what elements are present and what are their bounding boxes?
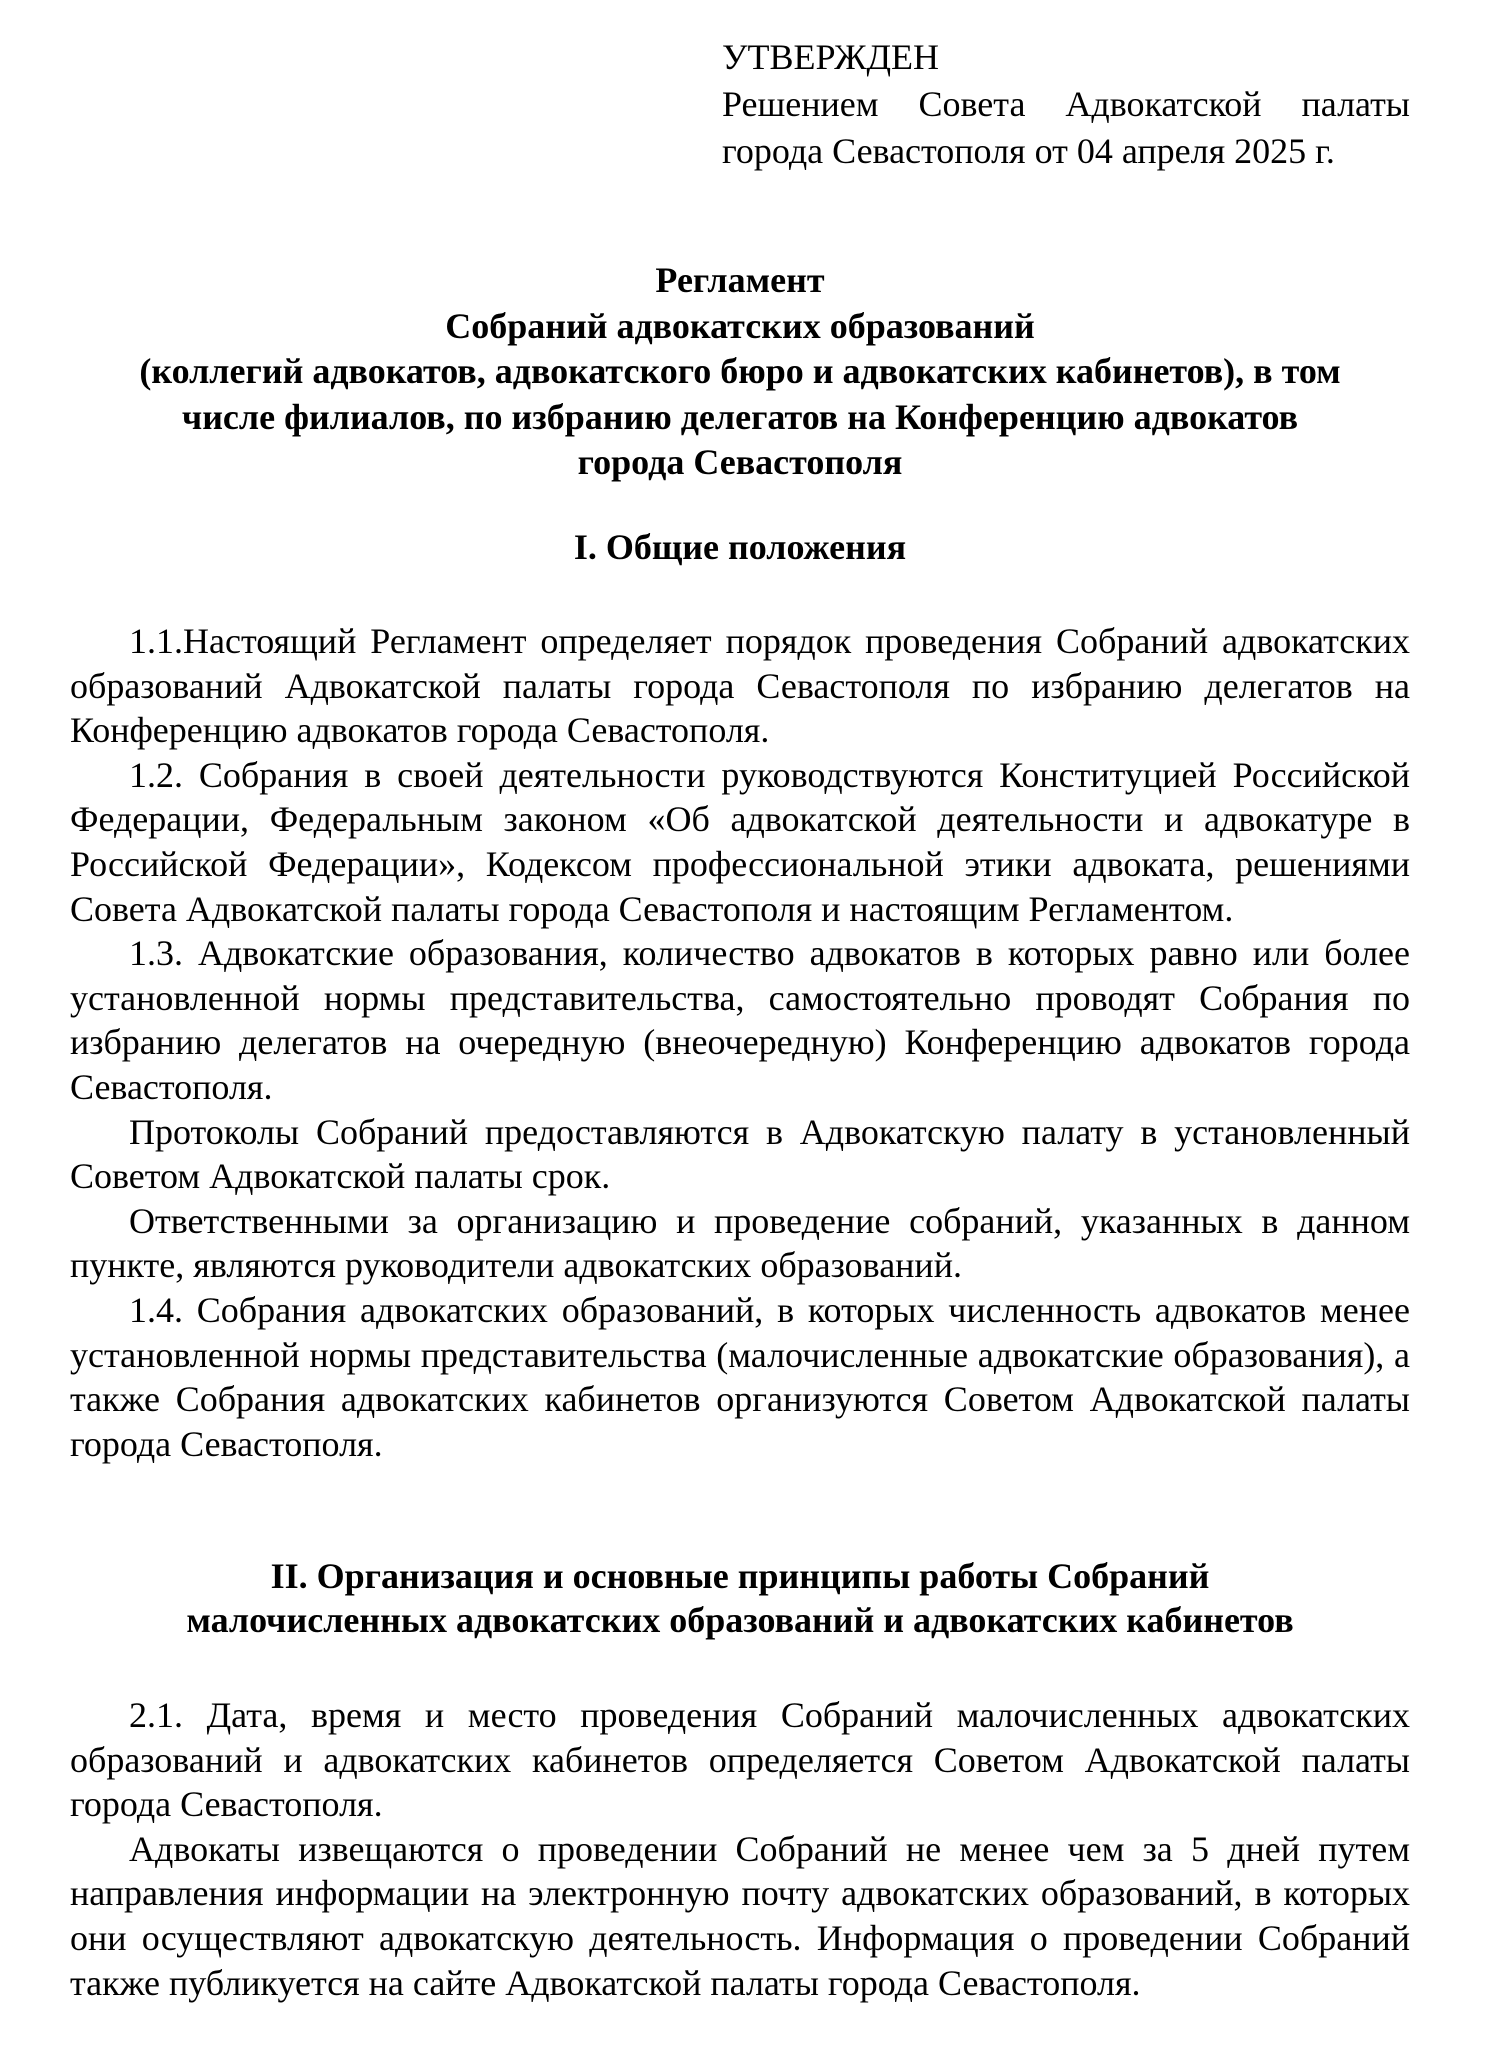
paragraph-1-3-protocols: Протоколы Собраний предоставляются в Адвокатскую палату в установленный Советом Адвокатской палаты срок. [70, 1111, 1410, 1197]
approval-text: Решением Совета Адвокатской палаты города Севастополя от 04 апреля 2025 г. [722, 84, 1410, 171]
title-line: Собраний адвокатских образований [445, 305, 1035, 346]
paragraph-1-3-responsible: Ответственными за организацию и проведение собраний, указанных в данном пункте, являются руководители адвокатских образований. [70, 1200, 1410, 1286]
title-line: (коллегий адвокатов, адвокатского бюро и адвокатских кабинетов), в том [139, 351, 1341, 391]
section-1-body [70, 619, 1410, 1466]
paragraph-1-4: 1.4. Собрания адвокатских образований, в которых численность адвокатов менее установленной нормы представительства (малочисленные адвокатские образования), а также Собрания адвокатских кабинетов организуются Советом Адвокатской палаты города Севастополя. [70, 1289, 1410, 1464]
paragraph-2-1: 2.1. Дата, время и место проведения Собраний малочисленных адвокатских образований и адвокатских кабинетов определяется Советом Адвокатской палаты города Севастополя. [70, 1695, 1410, 1825]
paragraph-1-3: 1.3. Адвокатские образования, количество адвокатов в которых равно или более установленной нормы представительства, самостоятельно проводят Собрания по избранию делегатов на очередную (внеочередную) Конференцию адвокатов города Севастополя. [70, 933, 1410, 1107]
section-heading-line: I. Общие положения [573, 527, 907, 567]
section-heading-line: II. Организация и основные принципы работы Собраний [270, 1556, 1210, 1596]
document-title [70, 258, 1410, 486]
paragraph-2-1-notice: Адвокаты извещаются о проведении Собраний не менее чем за 5 дней путем направления информации на электронную почту адвокатских образований, в которых они осуществляют адвокатскую деятельность. Информация о проведении Собраний также публикуется на сайте Адвокатской палаты города Севастополя. [70, 1828, 1410, 2003]
title-line: числе филиалов, по избранию делегатов на Конференцию адвокатов [181, 396, 1299, 437]
paragraph-1-2: 1.2. Собрания в своей деятельности руководствуются Конституцией Российской Федерации, Федеральным законом «Об адвокатской деятельности и адвокатуре в Российской Федерации», Кодексом профессиональной этики адвоката, решениями Совета Адвокатской палаты города Севастополя и настоящим Регламентом. [70, 754, 1410, 929]
title-line: города Севастополя [577, 442, 903, 482]
approval-heading: УТВЕРЖДЕН [722, 37, 940, 77]
section-2-body [70, 1693, 1410, 2005]
section-heading-line: малочисленных адвокатских образований и адвокатских кабинетов [186, 1600, 1294, 1640]
title-line: Регламент [655, 260, 825, 300]
section-1-heading [70, 525, 1410, 570]
approval-stamp [722, 34, 1410, 175]
section-2-heading [70, 1554, 1410, 1642]
paragraph-1-1: 1.1.Настоящий Регламент определяет порядок проведения Собраний адвокатских образований Адвокатской палаты города Севастополя по избранию делегатов на Конференцию адвокатов города Севастополя. [70, 621, 1410, 751]
